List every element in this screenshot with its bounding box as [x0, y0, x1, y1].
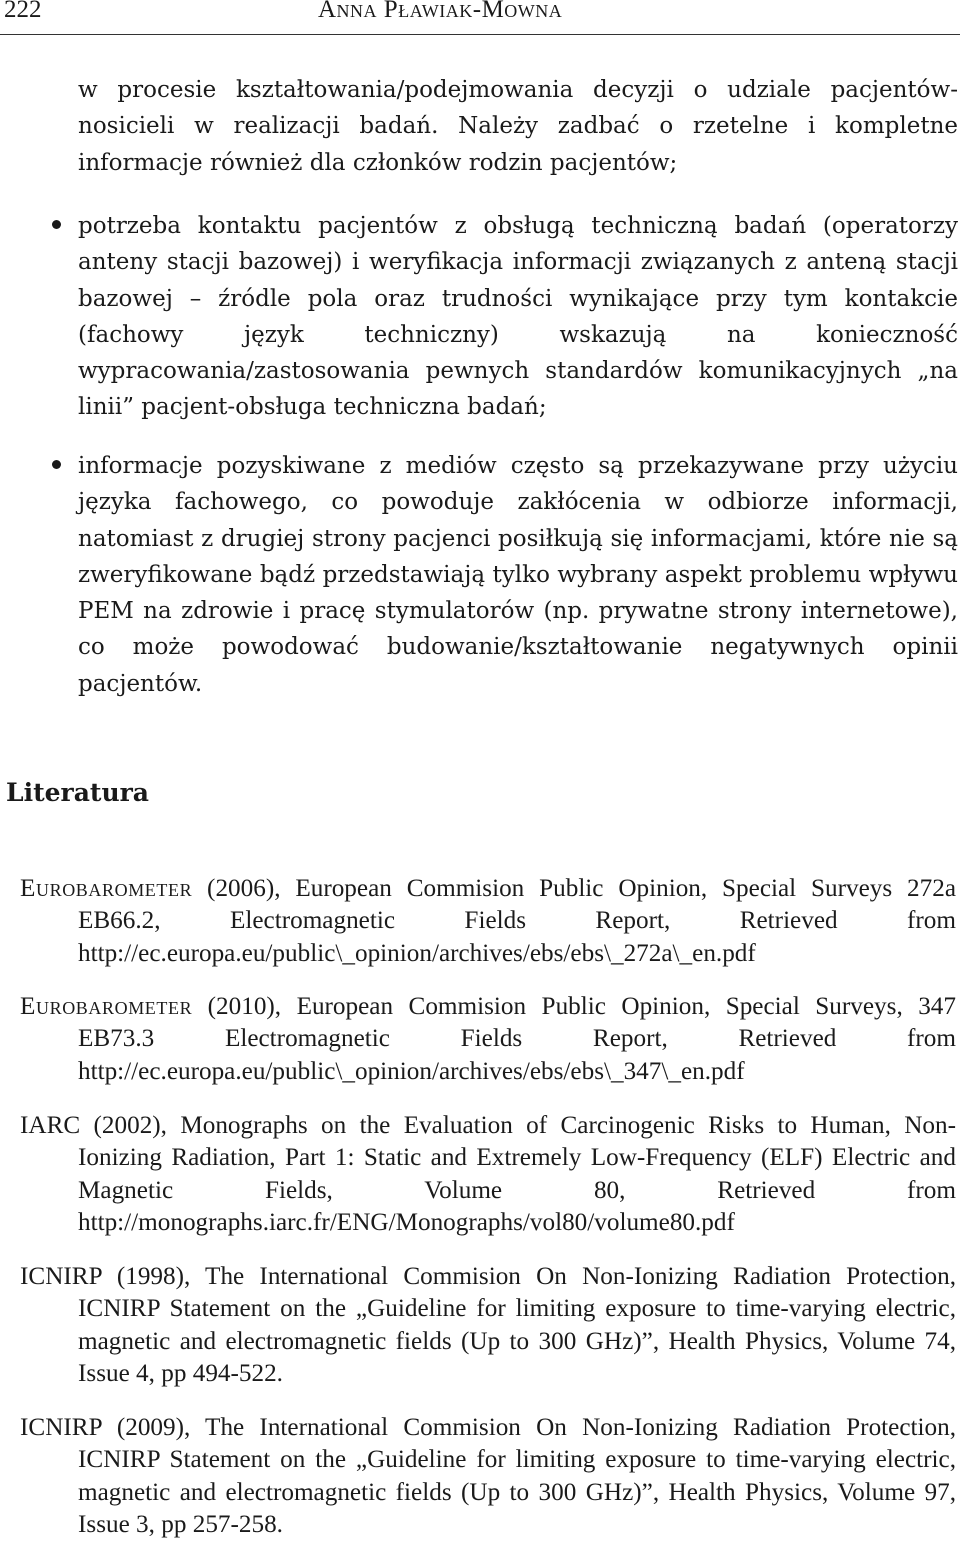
- reference-item: [20, 1412, 956, 1542]
- reference-text: IARC (2002), Monographs on the Evaluation of Carcinogenic Risks to Human, Non-Ionizing Radiation, Part 1: Static and Extremely Low-Frequency (ELF) Electric and Magnetic Fields, Volume 80, Retrieved from http://monographs.iarc.fr/ENG/Monographs/vol80/volume80.pdf: [20, 1112, 956, 1237]
- reference-item: [20, 873, 956, 970]
- bullet-icon: [52, 460, 61, 469]
- reference-item: [20, 1110, 956, 1240]
- reference-text: (2006), European Commision Public Opinion, Special Surveys 272a EB66.2, Electromagnetic Fields Report, Retrieved from http://ec.europa.eu/public\_opinion/archives/ebs/ebs\_272a\_en.pdf: [78, 875, 956, 967]
- reference-item: [20, 1261, 956, 1391]
- reference-author: Eurobarometer: [20, 993, 193, 1020]
- reference-author: Eurobarometer: [20, 875, 193, 902]
- section-title: Literatura: [6, 778, 149, 807]
- reference-item: [20, 991, 956, 1088]
- reference-text: ICNIRP (2009), The International Commision On Non-Ionizing Radiation Protection, ICNIRP Statement on the „Guideline for limiting exposure to time-varying electric, magnetic and electromagnetic fields (Up to 300 GHz)”, Health Physics, Volume 97, Issue 3, pp 257-258.: [20, 1414, 956, 1539]
- reference-text: (2010), European Commision Public Opinion, Special Surveys, 347 EB73.3 Electromagnetic Fields Report, Retrieved from http://ec.europa.eu/public\_opinion/archives/ebs/ebs\_347\_en.pdf: [78, 993, 956, 1085]
- running-head: Anna Pławiak-Mowna: [318, 0, 563, 23]
- reference-text: ICNIRP (1998), The International Commision On Non-Ionizing Radiation Protection, ICNIRP Statement on the „Guideline for limiting exposure to time-varying electric, magnetic and electromagnetic fields (Up to 300 GHz)”, Health Physics, Volume 74, Issue 4, pp 494-522.: [20, 1263, 956, 1388]
- bullet-text: potrzeba kontaktu pacjentów z obsługą techniczną badań (operatorzy anteny stacji bazowej) i weryfikacja informacji związanych z anteną stacji bazowej – źródle pola oraz trudności wynikające przy tym kontakcie (fachowy język techniczny) wskazują na konieczność wypracowania/zastosowania pewnych standardów komunikacyjnych „na linii” pacjent-obsługa techniczna badań;: [78, 213, 958, 421]
- bullet-icon: [52, 220, 61, 229]
- continuation-paragraph: w procesie kształtowania/podejmowania decyzji o udziale pacjentów-nosicieli w realizacji badań. Należy zadbać o rzetelne i kompletne informacje również dla członków rodzin pacjentów;: [78, 77, 958, 176]
- bullet-text: informacje pozyskiwane z mediów często są przekazywane przy użyciu języka fachowego, co powoduje zakłócenia w odbiorze informacji, natomiast z drugiej strony pacjenci posiłkują się informacjami, które nie są zweryfikowane bądź przedstawiają tylko wybrany aspekt problemu wpływu PEM na zdrowie i pracę stymulatorów (np. prywatne strony internetowe), co może powodować budowanie/kształtowanie negatywnych opinii pacjentów.: [78, 453, 958, 697]
- page-number: 222: [4, 0, 42, 23]
- page-header: [0, 0, 960, 35]
